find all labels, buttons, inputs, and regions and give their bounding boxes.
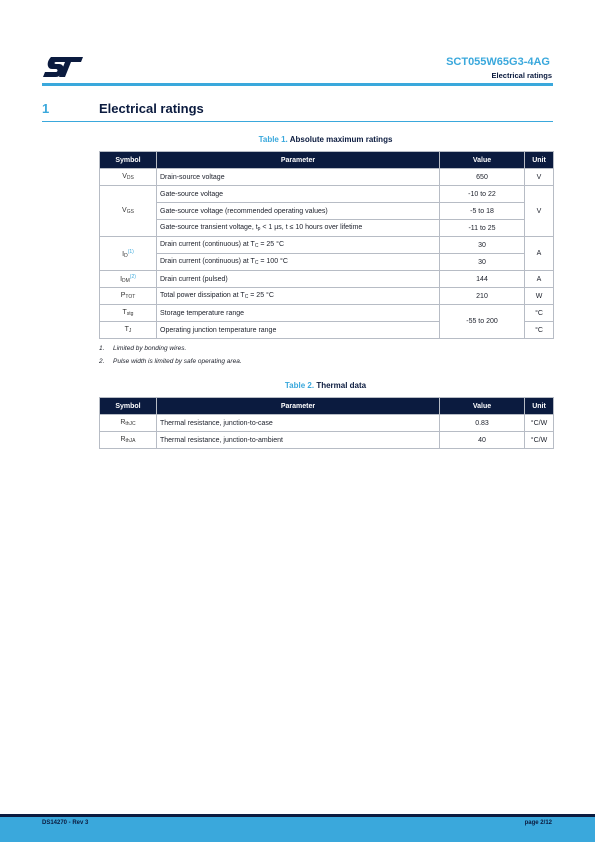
parameter-cell: Drain current (continuous) at $T_C = 100$ °C (157, 254, 440, 271)
unit-cell: °C (525, 322, 554, 339)
section-title: Electrical ratings (99, 101, 204, 116)
parameter-cell: Drain-source voltage (157, 169, 440, 186)
symbol-cell: $I_{DM}^{(2)}$ (100, 271, 157, 288)
table1-caption-number: Table 1. (258, 135, 288, 144)
table-row (100, 288, 554, 305)
table-row (100, 254, 554, 271)
header-value: Value (440, 152, 525, 169)
header-value: Value (440, 398, 525, 415)
header-symbol: Symbol (100, 398, 157, 415)
table2-caption (99, 381, 552, 390)
parameter-cell: Operating junction temperature range (157, 322, 440, 339)
symbol-cell: $P_{TOT}$ (100, 288, 157, 305)
table-row (100, 415, 554, 432)
table-row (100, 237, 554, 254)
symbol-cell: $V_{GS}$ (100, 186, 157, 237)
unit-cell: V (525, 169, 554, 186)
table-row (100, 271, 554, 288)
value-cell: 40 (440, 432, 525, 449)
footnote-ref: (2) (129, 274, 136, 280)
document-subtitle: Electrical ratings (491, 71, 552, 80)
st-logo-icon (42, 56, 84, 78)
header-parameter: Parameter (157, 398, 440, 415)
header-symbol: Symbol (100, 152, 157, 169)
parameter-cell: Drain current (continuous) at $T_C = 25$ °C (157, 237, 440, 254)
symbol-cell: $T_{stg}$ (100, 305, 157, 322)
page-number: page 2/12 (524, 820, 552, 826)
value-cell: 0.83 (440, 415, 525, 432)
parameter-cell: Gate-source voltage (157, 186, 440, 203)
unit-cell: °C/W (525, 432, 554, 449)
value-cell: 650 (440, 169, 525, 186)
unit-cell: A (525, 237, 554, 271)
header-rule (42, 83, 553, 86)
table-row (100, 186, 554, 203)
table1-caption-text: Absolute maximum ratings (289, 135, 393, 144)
footnote-ref: (1) (127, 248, 134, 255)
parameter-cell: Gate-source transient voltage, $t_p < 1$ µs, t ≤ 10 hours over lifetime (157, 220, 440, 237)
note-item: 2. Pulse width is limited by safe operating area. (99, 358, 242, 365)
parameter-cell: Gate-source voltage (recommended operating values) (157, 203, 440, 220)
header-unit: Unit (525, 398, 554, 415)
table2-caption-number: Table 2. (284, 381, 315, 390)
value-cell: 144 (440, 271, 525, 288)
absolute-maximum-ratings-table (99, 151, 554, 339)
table-row (100, 203, 554, 220)
table-header-row (100, 398, 554, 415)
parameter-cell: Total power dissipation at $T_C = 25$ °C (157, 288, 440, 305)
value-cell: 30 (440, 254, 525, 271)
symbol-cell: $T_J$ (100, 322, 157, 339)
parameter-cell: Thermal resistance, junction-to-case (157, 415, 440, 432)
table1-caption (99, 135, 552, 144)
thermal-data-table (99, 397, 554, 449)
value-cell: -55 to 200 (440, 305, 525, 339)
value-cell: 30 (440, 237, 525, 254)
unit-cell: °C/W (525, 415, 554, 432)
note-item: 1. Limited by bonding wires. (99, 345, 187, 352)
footer-bar (0, 817, 595, 842)
unit-cell: A (525, 271, 554, 288)
table-row (100, 305, 554, 322)
table-row (100, 220, 554, 237)
value-cell: -10 to 22 (440, 186, 525, 203)
document-revision: DS14270 - Rev 3 (42, 820, 89, 826)
parameter-cell: Storage temperature range (157, 305, 440, 322)
header-parameter: Parameter (157, 152, 440, 169)
symbol-cell: $R_{thJA}$ (100, 432, 157, 449)
symbol-cell: $V_{DS}$ (100, 169, 157, 186)
header-unit: Unit (525, 152, 554, 169)
parameter-cell: Drain current (pulsed) (157, 271, 440, 288)
table-notes (99, 342, 242, 368)
symbol-cell: $I_D^{(1)}$ (100, 237, 157, 271)
parameter-cell: Thermal resistance, junction-to-ambient (157, 432, 440, 449)
value-cell: -11 to 25 (440, 220, 525, 237)
unit-cell: °C (525, 305, 554, 322)
value-cell: 210 (440, 288, 525, 305)
symbol-cell: $R_{thJC}$ (100, 415, 157, 432)
table2-caption-text: Thermal data (316, 381, 367, 390)
section-rule (42, 121, 553, 122)
unit-cell: V (525, 186, 554, 237)
table-header-row (100, 152, 554, 169)
table-row (100, 169, 554, 186)
section-number: 1 (42, 101, 50, 116)
table-row (100, 432, 554, 449)
document-title: SCT055W65G3-4AG (446, 56, 550, 68)
unit-cell: W (525, 288, 554, 305)
value-cell: -5 to 18 (440, 203, 525, 220)
